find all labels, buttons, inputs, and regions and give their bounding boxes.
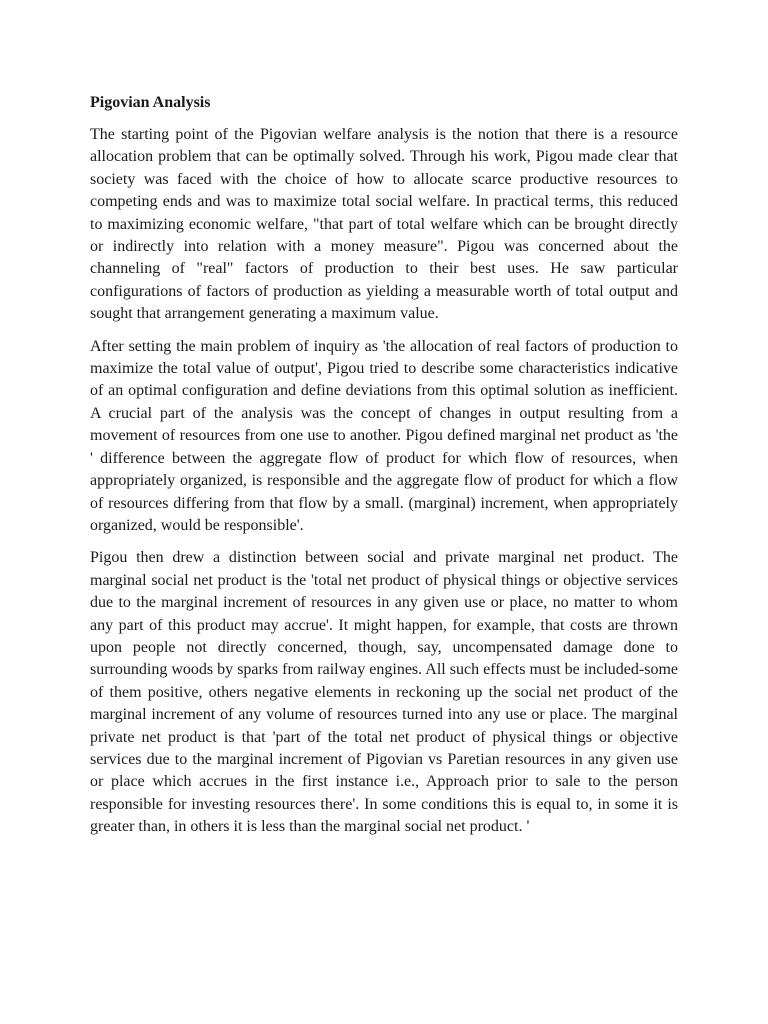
document-body (90, 91, 678, 849)
paragraph-2: After setting the main problem of inquiry as 'the allocation of real factors of production to maximize the total value of output', Pigou tried to describe some characteristics indicative of an optimal configuration and define deviations from this optimal solution as inefficient. A crucial part of the analysis was the concept of changes in output resulting from a movement of resources from one use to another. Pigou defined marginal net product as 'the ' difference between the aggregate flow of product for which flow of resources, when appropriately organized, is responsible and the aggregate flow of product for which a flow of resources differing from that flow by a small. (marginal) increment, when appropriately organized, would be responsible'. (90, 337, 678, 534)
section-heading: Pigovian Analysis (90, 94, 211, 111)
paragraph-1: The starting point of the Pigovian welfare analysis is the notion that there is a resource allocation problem that can be optimally solved. Through his work, Pigou made clear that society was faced with the choice of how to allocate scarce productive resources to competing ends and was to maximize total social welfare. In practical terms, this reduced to maximizing economic welfare, "that part of total welfare which can be brought directly or indirectly into relation with a money measure". Pigou was concerned about the channeling of "real" factors of production to their best uses. He saw particular configurations of factors of production as yielding a measurable worth of total output and sought that arrangement generating a maximum value. (90, 126, 678, 323)
paragraph-3: Pigou then drew a distinction between social and private marginal net product. The marginal social net product is the 'total net product of physical things or objective services due to the marginal increment of resources in any given use or place, no matter to whom any part of this product may accrue'. It might happen, for example, that costs are thrown upon people not directly concerned, though, say, uncompensated damage done to surrounding woods by sparks from railway engines. All such effects must be included-some of them positive, others negative elements in reckoning up the social net product of the marginal increment of any volume of resources turned into any use or place. The marginal private net product is that 'part of the total net product of physical things or objective services due to the marginal increment of Pigovian vs Paretian resources in any given use or place which accrues in the first instance i.e., Approach prior to sale to the person responsible for investing resources there'. In some conditions this is equal to, in some it is greater than, in others it is less than the marginal social net product. ' (90, 549, 678, 836)
